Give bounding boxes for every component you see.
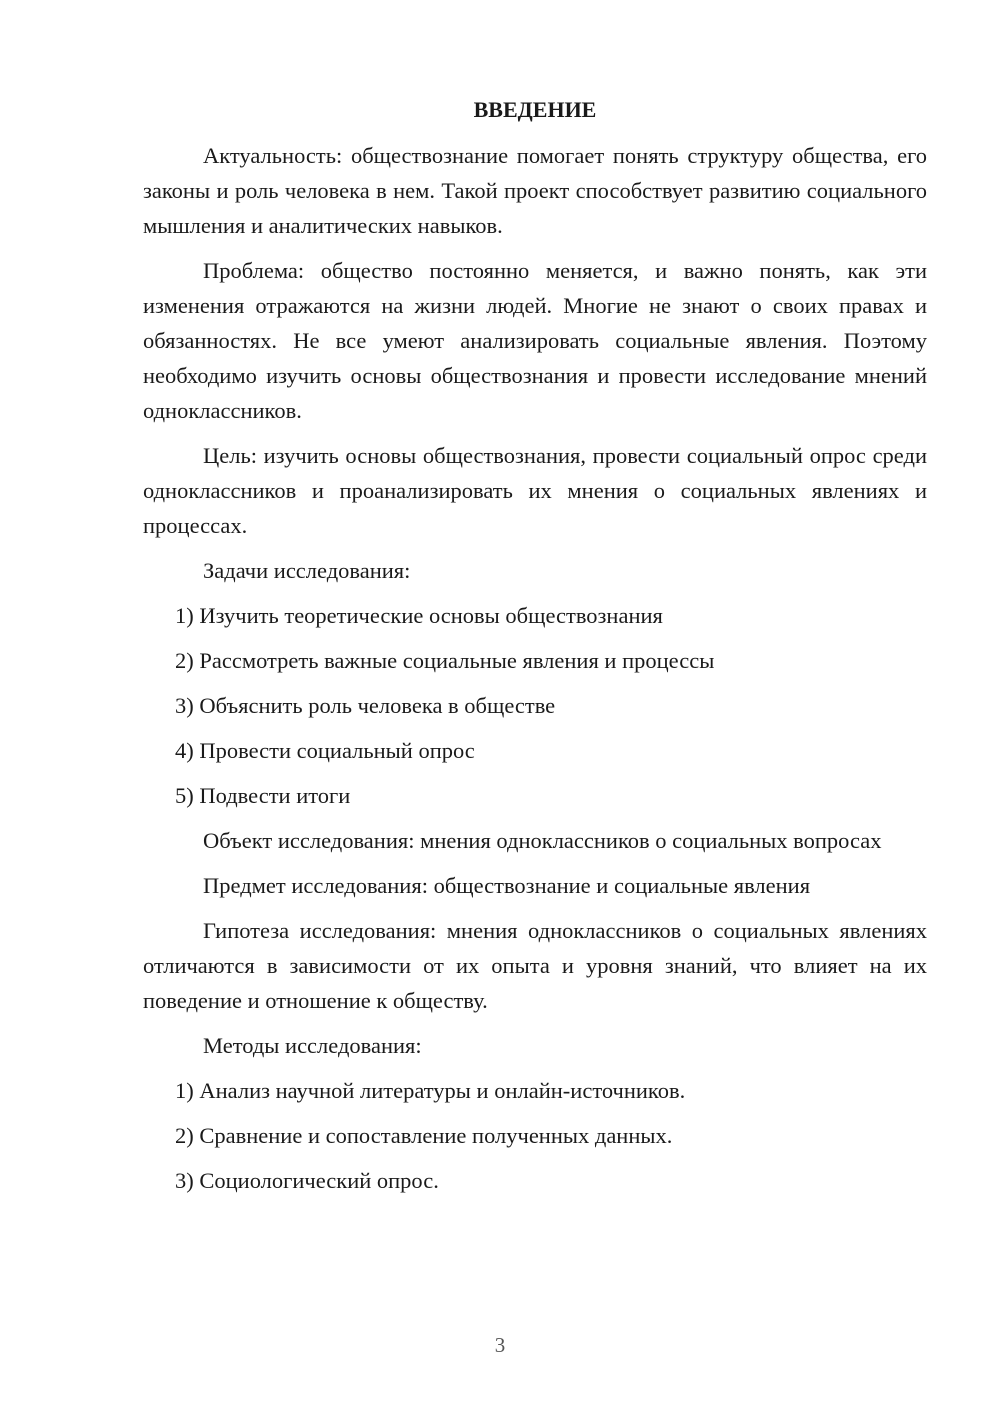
hypothesis-paragraph: Гипотеза исследования: мнения одноклассников о социальных явлениях отличаются в зависимости от их опыта и уровня знаний, что влияет на их поведение и отношение к обществу. bbox=[143, 918, 927, 1013]
problem-paragraph: Проблема: общество постоянно меняется, и важно понять, как эти изменения отражаются на жизни людей. Многие не знают о своих правах и обязанностях. Не все умеют анализировать социальные явления. Поэтому необходимо изучить основы обществознания и провести исследование мнений одноклассников. bbox=[143, 258, 927, 423]
method-item: 3) Социологический опрос. bbox=[175, 1168, 439, 1193]
method-item: 1) Анализ научной литературы и онлайн-источников. bbox=[175, 1078, 686, 1103]
subject-paragraph: Предмет исследования: обществознание и социальные явления bbox=[203, 873, 811, 898]
relevance-paragraph: Актуальность: обществознание помогает понять структуру общества, его законы и роль человека в нем. Такой проект способствует развитию социального мышления и аналитических навыков. bbox=[143, 143, 927, 238]
page-title: ВВЕДЕНИЕ bbox=[473, 97, 597, 122]
object-paragraph: Объект исследования: мнения одноклассников о социальных вопросах bbox=[203, 828, 882, 853]
goal-paragraph: Цель: изучить основы обществознания, провести социальный опрос среди одноклассников и проанализировать их мнения о социальных явлениях и процессах. bbox=[143, 443, 927, 538]
task-item: 5) Подвести итоги bbox=[175, 783, 351, 808]
task-item: 4) Провести социальный опрос bbox=[175, 738, 475, 763]
page-number: 3 bbox=[494, 1333, 506, 1357]
tasks-heading: Задачи исследования: bbox=[203, 558, 411, 583]
document-page bbox=[143, 94, 927, 1208]
task-item: 2) Рассмотреть важные социальные явления и процессы bbox=[175, 648, 715, 673]
task-item: 3) Объяснить роль человека в обществе bbox=[175, 693, 556, 718]
method-item: 2) Сравнение и сопоставление полученных данных. bbox=[175, 1123, 673, 1148]
methods-heading: Методы исследования: bbox=[203, 1033, 422, 1058]
task-item: 1) Изучить теоретические основы обществознания bbox=[175, 603, 663, 628]
